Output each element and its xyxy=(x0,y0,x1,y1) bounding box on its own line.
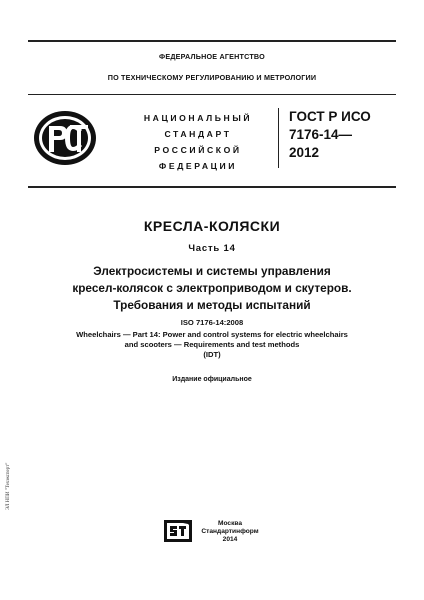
pct-certification-emblem-icon xyxy=(32,108,98,168)
english-title-line-2: and scooters — Requirements and test methods xyxy=(124,340,300,349)
english-title xyxy=(0,330,424,360)
top-rule xyxy=(28,40,396,42)
standartinform-logo-icon xyxy=(164,520,192,542)
designation-line-2: 7176-14— xyxy=(289,127,353,142)
standard-line-4: ФЕДЕРАЦИИ xyxy=(158,161,238,171)
middle-rule xyxy=(28,186,396,188)
agency-line-1: ФЕДЕРАЛЬНОЕ АГЕНТСТВО xyxy=(159,52,265,61)
publisher-year: 2014 xyxy=(222,536,238,543)
vertical-divider xyxy=(278,108,279,168)
designation-line-3: 2012 xyxy=(289,145,320,160)
standard-designation xyxy=(289,108,399,162)
iso-reference: ISO 7176-14:2008 xyxy=(180,318,244,327)
english-title-line-3: (IDT) xyxy=(203,350,221,359)
header-rule xyxy=(28,94,396,95)
subtitle-line-3: Требования и методы испытаний xyxy=(113,298,311,312)
standard-line-3: РОССИЙСКОЙ xyxy=(154,145,242,155)
subtitle-line-2: кресел-колясок с электроприводом и скутеров. xyxy=(72,281,352,295)
standard-line-1: НАЦИОНАЛЬНЫЙ xyxy=(143,113,253,123)
subtitle-line-1: Электросистемы и системы управления xyxy=(93,264,331,278)
national-standard-block xyxy=(128,110,268,174)
document-subtitle xyxy=(0,263,424,314)
publisher-city: Москва xyxy=(217,520,243,527)
designation-line-1: ГОСТ Р ИСО xyxy=(289,109,371,124)
document-title: КРЕСЛА-КОЛЯСКИ xyxy=(143,218,281,234)
document-part: Часть 14 xyxy=(188,243,236,254)
english-title-line-1: Wheelchairs — Part 14: Power and control systems for electric wheelchairs xyxy=(76,330,348,339)
edition-label: Издание официальное xyxy=(172,376,252,383)
side-watermark-text: ЭЛ НПИ "Техэксперт" xyxy=(6,462,11,510)
standard-line-2: СТАНДАРТ xyxy=(164,129,232,139)
agency-line-2: ПО ТЕХНИЧЕСКОМУ РЕГУЛИРОВАНИЮ И МЕТРОЛОГИИ xyxy=(107,73,317,82)
publisher-info xyxy=(200,520,260,544)
publisher-name: Стандартинформ xyxy=(201,528,259,535)
